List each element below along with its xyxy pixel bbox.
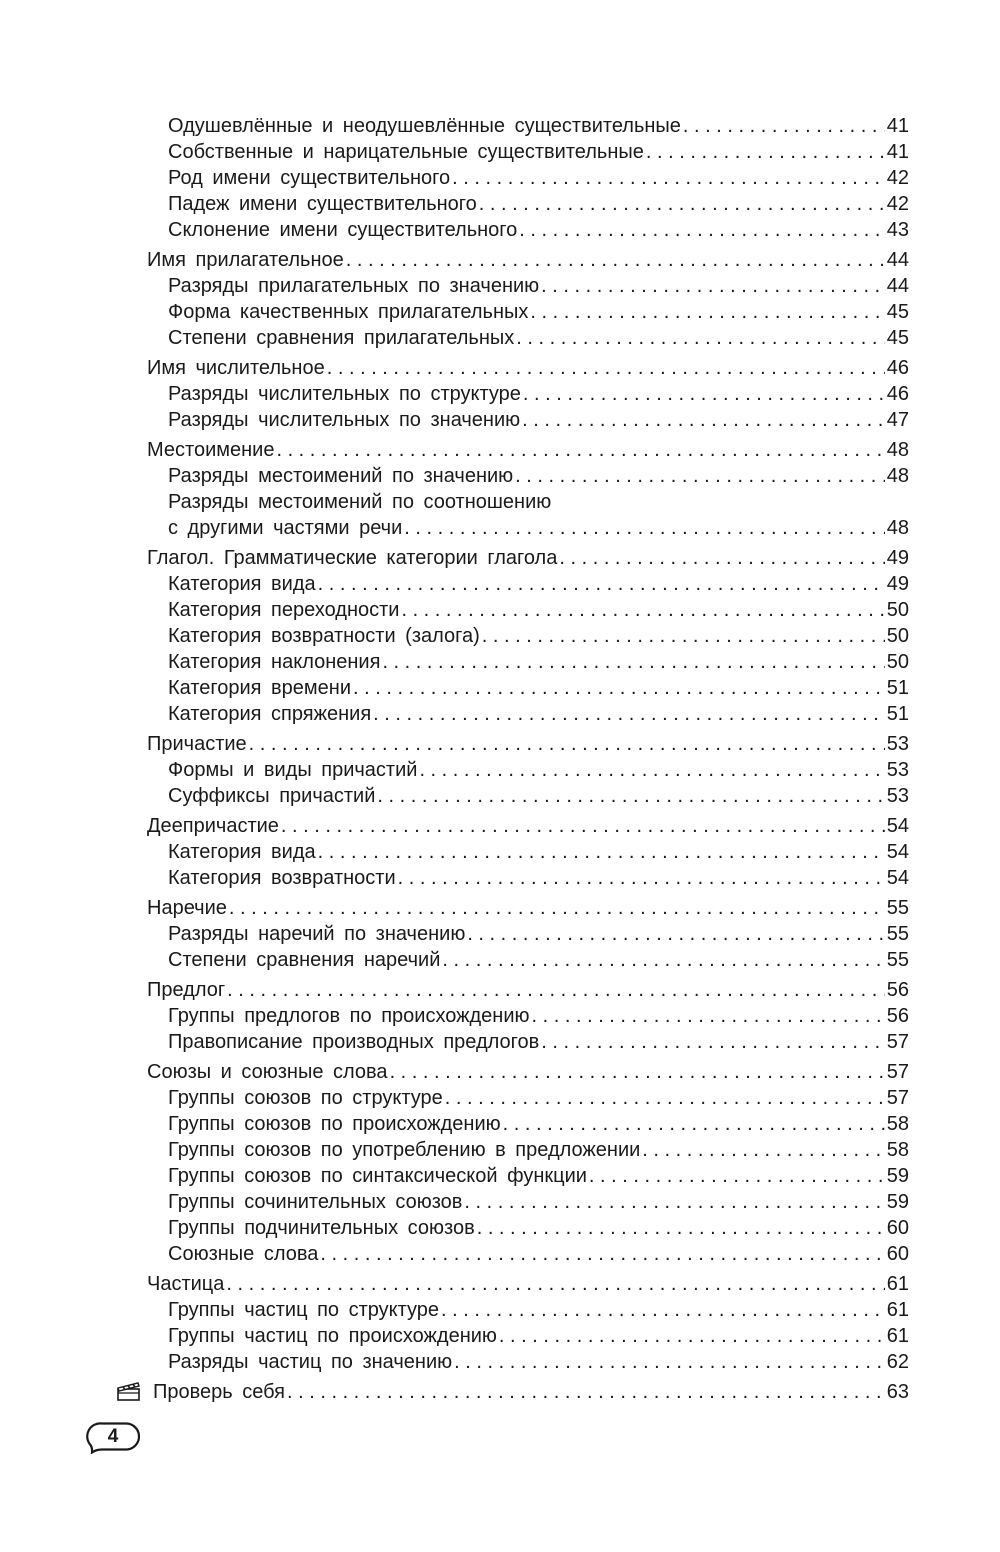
toc-group — [147, 1059, 909, 1267]
dot-leader — [452, 165, 885, 191]
toc-heading[interactable]: Имя числительное . . . 46 — [147, 355, 909, 381]
toc-entry[interactable]: Разряды числительных по структуре . . . 46 — [147, 381, 909, 407]
page-ref: 57 — [886, 1061, 909, 1083]
page-ref: 54 — [886, 867, 909, 889]
toc-heading[interactable]: Имя прилагательное . . . 44 — [147, 247, 909, 273]
toc-entry[interactable]: Группы союзов по происхождению . . . 58 — [147, 1111, 909, 1137]
toc-entry[interactable]: Разряды прилагательных по значению . . . 44 — [147, 273, 909, 299]
page-ref: 43 — [886, 219, 909, 241]
toc-entry-multiline[interactable] — [147, 489, 909, 541]
toc-entry[interactable]: Группы частиц по происхождению . . . 61 — [147, 1323, 909, 1349]
toc-group — [147, 813, 909, 891]
dot-leader — [404, 515, 884, 541]
toc-group — [147, 437, 909, 541]
toc-entry[interactable]: Собственные и нарицательные существительные . . . 41 — [147, 139, 909, 165]
dot-leader — [226, 1271, 884, 1297]
dot-leader — [377, 783, 884, 809]
page-ref: 53 — [886, 733, 909, 755]
toc-entry[interactable]: Одушевлённые и неодушевлённые существительные . . . 41 — [147, 113, 909, 139]
toc-group — [147, 731, 909, 809]
page-ref: 55 — [886, 897, 909, 919]
toc-entry[interactable]: Группы союзов по структуре . . . 57 — [147, 1085, 909, 1111]
page-ref: 57 — [886, 1087, 909, 1109]
page-ref: 58 — [886, 1139, 909, 1161]
dot-leader — [499, 1323, 885, 1349]
clapperboard-icon — [117, 1381, 141, 1401]
toc-heading[interactable]: Союзы и союзные слова . . . 57 — [147, 1059, 909, 1085]
toc-entry[interactable]: Группы союзов по синтаксической функции . . . 59 — [147, 1163, 909, 1189]
dot-leader — [445, 1085, 885, 1111]
dot-leader — [373, 701, 885, 727]
page-ref: 56 — [886, 1005, 909, 1027]
dot-leader — [503, 1111, 885, 1137]
toc-entry[interactable]: Категория времени . . . 51 — [147, 675, 909, 701]
dot-leader — [390, 1059, 885, 1085]
dot-leader — [530, 299, 884, 325]
page-ref: 50 — [886, 651, 909, 673]
toc-heading[interactable]: Деепричастие . . . 54 — [147, 813, 909, 839]
dot-leader — [398, 865, 885, 891]
toc-entry[interactable]: Степени сравнения прилагательных . . . 45 — [147, 325, 909, 351]
dot-leader — [642, 1137, 884, 1163]
page-ref: 50 — [886, 625, 909, 647]
toc-entry[interactable]: Группы союзов по употреблению в предложении . . . 58 — [147, 1137, 909, 1163]
toc-heading[interactable]: Местоимение . . . 48 — [147, 437, 909, 463]
page-ref: 42 — [886, 193, 909, 215]
toc-entry[interactable]: Союзные слова . . . 60 — [147, 1241, 909, 1267]
dot-leader — [353, 675, 885, 701]
page-ref: 51 — [886, 703, 909, 725]
dot-leader — [382, 649, 884, 675]
dot-leader — [683, 113, 885, 139]
page-ref: 41 — [886, 115, 909, 137]
page-ref: 62 — [886, 1351, 909, 1373]
page-ref: 48 — [886, 439, 909, 461]
page-ref: 60 — [886, 1243, 909, 1265]
page-ref: 44 — [886, 249, 909, 271]
toc-entry[interactable]: Склонение имени существительного . . . 43 — [147, 217, 909, 243]
dot-leader — [559, 545, 884, 571]
dot-leader — [589, 1163, 885, 1189]
page-ref: 49 — [886, 573, 909, 595]
dot-leader — [346, 247, 885, 273]
toc-entry[interactable]: Группы частиц по структуре . . . 61 — [147, 1297, 909, 1323]
dot-leader — [467, 921, 884, 947]
dot-leader — [318, 839, 885, 865]
page-number — [86, 1422, 140, 1454]
dot-leader — [646, 139, 885, 165]
page-ref: 42 — [886, 167, 909, 189]
toc-entry[interactable]: Категория спряжения . . . 51 — [147, 701, 909, 727]
page-ref: 45 — [886, 327, 909, 349]
page-ref: 51 — [886, 677, 909, 699]
dot-leader — [541, 273, 885, 299]
toc-entry[interactable]: Группы сочинительных союзов . . . 59 — [147, 1189, 909, 1215]
toc-entry[interactable]: Категория вида . . . 54 — [147, 839, 909, 865]
page-ref: 63 — [886, 1381, 909, 1403]
page-ref: 54 — [886, 815, 909, 837]
dot-leader — [327, 355, 885, 381]
page-ref: 49 — [886, 547, 909, 569]
dot-leader — [454, 1349, 885, 1375]
dot-leader — [318, 571, 885, 597]
page-ref: 54 — [886, 841, 909, 863]
dot-leader — [419, 757, 884, 783]
toc-entry-title-line: Разряды местоимений по соотношению — [168, 491, 552, 513]
toc-entry[interactable]: Группы подчинительных союзов . . . 60 — [147, 1215, 909, 1241]
page-ref: 58 — [886, 1113, 909, 1135]
table-of-contents — [147, 113, 909, 1405]
dot-leader — [281, 813, 885, 839]
toc-group — [147, 1271, 909, 1375]
page-ref: 46 — [886, 357, 909, 379]
dot-leader — [477, 1215, 885, 1241]
page-ref: 55 — [886, 949, 909, 971]
dot-leader — [523, 381, 885, 407]
dot-leader — [464, 1189, 884, 1215]
toc-group — [147, 247, 909, 351]
toc-entry: с другими частями речи . . . 48 — [147, 515, 909, 541]
dot-leader — [320, 1241, 884, 1267]
dot-leader — [522, 407, 885, 433]
dot-leader — [515, 463, 885, 489]
page-ref: 50 — [886, 599, 909, 621]
toc-heading[interactable]: Частица . . . 61 — [147, 1271, 909, 1297]
toc-group — [147, 977, 909, 1055]
dot-leader — [229, 895, 885, 921]
page-ref: 48 — [886, 517, 909, 539]
dot-leader — [441, 1297, 885, 1323]
dot-leader — [482, 623, 885, 649]
page-ref: 59 — [886, 1165, 909, 1187]
page-ref: 44 — [886, 275, 909, 297]
toc-entry[interactable]: Правописание производных предлогов . . . 57 — [147, 1029, 909, 1055]
page-ref: 47 — [886, 409, 909, 431]
toc-heading[interactable]: Наречие . . . 55 — [147, 895, 909, 921]
dot-leader — [532, 1003, 885, 1029]
page-ref: 41 — [886, 141, 909, 163]
page-ref: 56 — [886, 979, 909, 1001]
dot-leader — [479, 191, 885, 217]
page-ref: 60 — [886, 1217, 909, 1239]
toc-entry[interactable]: Группы предлогов по происхождению . . . 56 — [147, 1003, 909, 1029]
dot-leader — [442, 947, 884, 973]
toc-entry[interactable]: Суффиксы причастий . . . 53 — [147, 783, 909, 809]
dot-leader — [276, 437, 884, 463]
toc-entry[interactable]: Категория переходности . . . 50 — [147, 597, 909, 623]
toc-heading[interactable]: Причастие . . . 53 — [147, 731, 909, 757]
dot-leader — [541, 1029, 885, 1055]
toc-group — [147, 895, 909, 973]
toc-entry[interactable]: Падеж имени существительного . . . 42 — [147, 191, 909, 217]
dot-leader — [227, 977, 885, 1003]
toc-entry[interactable]: Разряды местоимений по значению . . . 48 — [147, 463, 909, 489]
page-ref: 48 — [886, 465, 909, 487]
page-ref: 53 — [886, 759, 909, 781]
toc-heading[interactable]: Глагол. Грамматические категории глагола . . . 49 — [147, 545, 909, 571]
toc-group — [147, 545, 909, 727]
toc-entry[interactable]: Категория возвратности . . . 54 — [147, 865, 909, 891]
toc-entry[interactable]: Категория вида . . . 49 — [147, 571, 909, 597]
dot-leader — [287, 1379, 885, 1405]
page-number-label: 4 — [107, 1426, 119, 1447]
toc-heading[interactable]: Предлог . . . 56 — [147, 977, 909, 1003]
page-ref: 57 — [886, 1031, 909, 1053]
toc-entry[interactable]: Степени сравнения наречий . . . 55 — [147, 947, 909, 973]
page-ref: 46 — [886, 383, 909, 405]
toc-entry[interactable]: Форма качественных прилагательных . . . 45 — [147, 299, 909, 325]
dot-leader — [401, 597, 884, 623]
dot-leader — [519, 217, 884, 243]
page-ref: 59 — [886, 1191, 909, 1213]
toc-entry[interactable]: Разряды наречий по значению . . . 55 — [147, 921, 909, 947]
dot-leader — [516, 325, 885, 351]
toc-entry[interactable]: Формы и виды причастий . . . 53 — [147, 757, 909, 783]
page-ref: 53 — [886, 785, 909, 807]
page-ref: 55 — [886, 923, 909, 945]
toc-entry[interactable]: Категория возвратности (залога) . . . 50 — [147, 623, 909, 649]
page-ref: 61 — [886, 1325, 909, 1347]
page-ref: 61 — [886, 1299, 909, 1321]
page-ref: 45 — [886, 301, 909, 323]
toc-group — [147, 355, 909, 433]
toc-group — [147, 113, 909, 243]
toc-entry[interactable]: Категория наклонения . . . 50 — [147, 649, 909, 675]
toc-entry[interactable]: Род имени существительного . . . 42 — [147, 165, 909, 191]
toc-entry[interactable]: Разряды частиц по значению . . . 62 — [147, 1349, 909, 1375]
page-ref: 61 — [886, 1273, 909, 1295]
toc-entry[interactable]: Разряды числительных по значению . . . 47 — [147, 407, 909, 433]
toc-self-check[interactable]: Проверь себя . . . 63 — [147, 1379, 909, 1405]
dot-leader — [249, 731, 885, 757]
